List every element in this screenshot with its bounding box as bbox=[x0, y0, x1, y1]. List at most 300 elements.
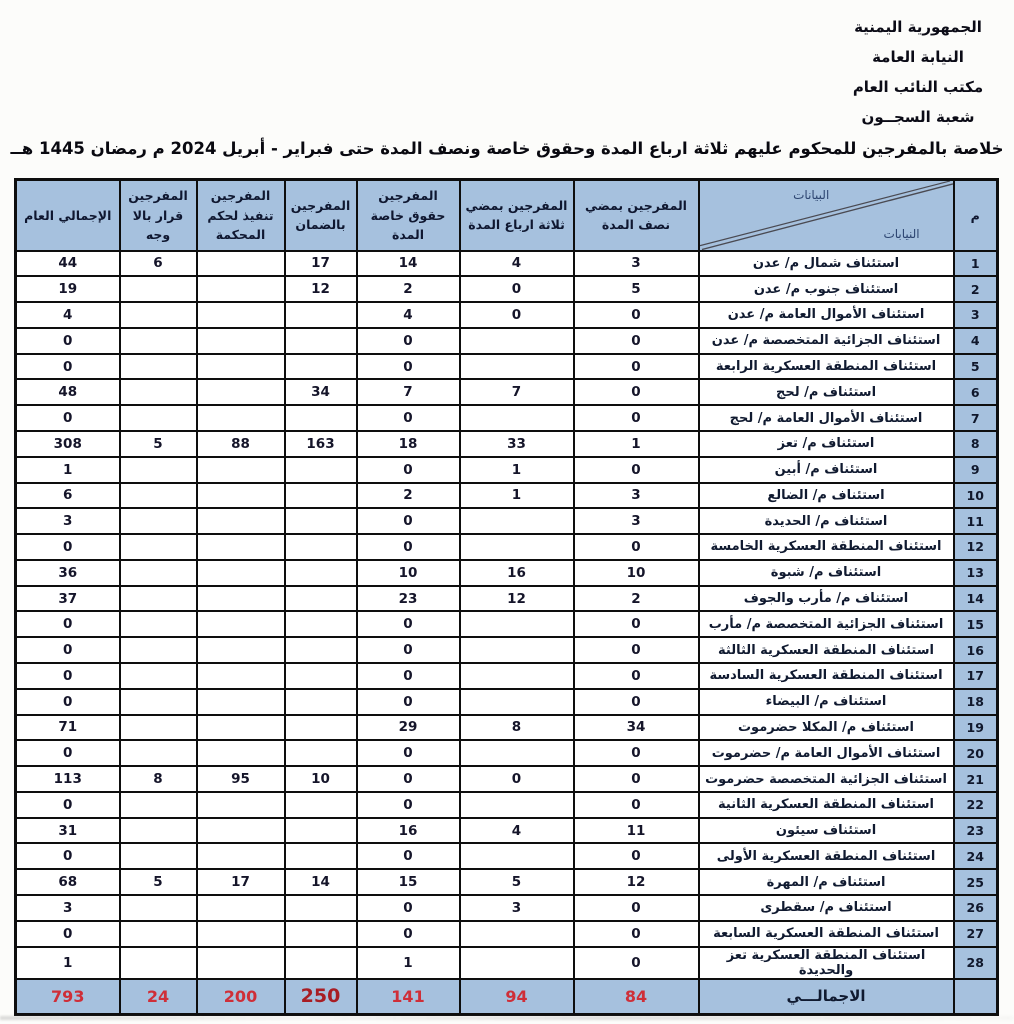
cell-bail bbox=[285, 483, 357, 509]
cell-prosecution-name: استئناف المنطقة العسكرية السابعة bbox=[699, 921, 954, 947]
letterhead-authority: النيابة العامة bbox=[872, 48, 964, 66]
cell-serial: 2 bbox=[954, 276, 998, 302]
totals-three-quarters: 94 bbox=[460, 979, 574, 1015]
cell-no-grounds bbox=[120, 895, 197, 921]
cell-half-term: 3 bbox=[574, 508, 699, 534]
table-row bbox=[16, 869, 998, 895]
cell-court-ruling bbox=[197, 354, 285, 380]
cell-bail bbox=[285, 586, 357, 612]
cell-court-ruling bbox=[197, 792, 285, 818]
cell-grand-total: 6 bbox=[16, 483, 120, 509]
table-row bbox=[16, 457, 998, 483]
cell-half-term: 0 bbox=[574, 740, 699, 766]
cell-grand-total: 1 bbox=[16, 947, 120, 979]
cell-court-ruling bbox=[197, 637, 285, 663]
cell-bail bbox=[285, 740, 357, 766]
cell-special-rights: 0 bbox=[357, 766, 460, 792]
cell-half-term: 11 bbox=[574, 818, 699, 844]
cell-grand-total: 0 bbox=[16, 354, 120, 380]
col-header-grand-total: الإجمالي العام bbox=[16, 180, 120, 251]
table-row bbox=[16, 276, 998, 302]
cell-half-term: 0 bbox=[574, 379, 699, 405]
cell-court-ruling: 88 bbox=[197, 431, 285, 457]
cell-grand-total: 71 bbox=[16, 715, 120, 741]
cell-bail bbox=[285, 302, 357, 328]
cell-half-term: 0 bbox=[574, 457, 699, 483]
cell-special-rights: 16 bbox=[357, 818, 460, 844]
table-row bbox=[16, 483, 998, 509]
cell-court-ruling bbox=[197, 895, 285, 921]
cell-three-quarters bbox=[460, 534, 574, 560]
col-header-three-quarters: المفرجين بمضي ثلاثة ارباع المدة bbox=[460, 180, 574, 251]
cell-bail bbox=[285, 405, 357, 431]
col-header-prosecutions-corner bbox=[699, 180, 954, 251]
cell-bail: 34 bbox=[285, 379, 357, 405]
totals-special-rights: 141 bbox=[357, 979, 460, 1015]
cell-bail bbox=[285, 611, 357, 637]
cell-serial: 3 bbox=[954, 302, 998, 328]
cell-no-grounds bbox=[120, 276, 197, 302]
cell-no-grounds bbox=[120, 947, 197, 979]
letterhead bbox=[838, 12, 998, 132]
cell-three-quarters: 3 bbox=[460, 895, 574, 921]
cell-half-term: 0 bbox=[574, 405, 699, 431]
cell-prosecution-name: استئناف الجزائية المتخصصة حضرموت bbox=[699, 766, 954, 792]
cell-half-term: 3 bbox=[574, 483, 699, 509]
cell-half-term: 0 bbox=[574, 611, 699, 637]
cell-half-term: 34 bbox=[574, 715, 699, 741]
cell-three-quarters: 7 bbox=[460, 379, 574, 405]
cell-bail: 14 bbox=[285, 869, 357, 895]
cell-bail bbox=[285, 921, 357, 947]
col-header-special-rights: المفرجين حقوق خاصة المدة bbox=[357, 180, 460, 251]
cell-grand-total: 0 bbox=[16, 740, 120, 766]
cell-grand-total: 4 bbox=[16, 302, 120, 328]
cell-court-ruling bbox=[197, 611, 285, 637]
cell-special-rights: 0 bbox=[357, 508, 460, 534]
cell-grand-total: 308 bbox=[16, 431, 120, 457]
table-row bbox=[16, 766, 998, 792]
cell-court-ruling bbox=[197, 715, 285, 741]
cell-special-rights: 18 bbox=[357, 431, 460, 457]
cell-prosecution-name: استئناف م/ مأرب والجوف bbox=[699, 586, 954, 612]
cell-court-ruling bbox=[197, 921, 285, 947]
totals-grand-total: 793 bbox=[16, 979, 120, 1015]
cell-court-ruling bbox=[197, 843, 285, 869]
cell-bail bbox=[285, 637, 357, 663]
cell-three-quarters bbox=[460, 611, 574, 637]
cell-no-grounds: 6 bbox=[120, 251, 197, 277]
cell-prosecution-name: استئناف المنطقة العسكرية الخامسة bbox=[699, 534, 954, 560]
cell-serial: 26 bbox=[954, 895, 998, 921]
cell-serial: 4 bbox=[954, 328, 998, 354]
cell-bail bbox=[285, 663, 357, 689]
cell-three-quarters bbox=[460, 637, 574, 663]
totals-no-grounds: 24 bbox=[120, 979, 197, 1015]
cell-court-ruling bbox=[197, 457, 285, 483]
cell-serial: 19 bbox=[954, 715, 998, 741]
cell-prosecution-name: استئناف الأموال العامة م/ لحج bbox=[699, 405, 954, 431]
cell-half-term: 0 bbox=[574, 354, 699, 380]
table-row bbox=[16, 379, 998, 405]
cell-grand-total: 0 bbox=[16, 792, 120, 818]
cell-no-grounds bbox=[120, 792, 197, 818]
cell-three-quarters: 8 bbox=[460, 715, 574, 741]
table-row bbox=[16, 843, 998, 869]
cell-half-term: 0 bbox=[574, 534, 699, 560]
cell-bail bbox=[285, 895, 357, 921]
cell-three-quarters: 0 bbox=[460, 302, 574, 328]
cell-half-term: 0 bbox=[574, 302, 699, 328]
cell-half-term: 0 bbox=[574, 921, 699, 947]
cell-bail bbox=[285, 689, 357, 715]
cell-special-rights: 0 bbox=[357, 921, 460, 947]
cell-court-ruling bbox=[197, 818, 285, 844]
cell-special-rights: 23 bbox=[357, 586, 460, 612]
cell-three-quarters bbox=[460, 689, 574, 715]
cell-prosecution-name: استئناف المنطقة العسكرية الرابعة bbox=[699, 354, 954, 380]
cell-three-quarters bbox=[460, 740, 574, 766]
cell-special-rights: 0 bbox=[357, 457, 460, 483]
cell-serial: 15 bbox=[954, 611, 998, 637]
cell-half-term: 0 bbox=[574, 328, 699, 354]
cell-court-ruling bbox=[197, 276, 285, 302]
cell-prosecution-name: استئناف المنطقة العسكرية السادسة bbox=[699, 663, 954, 689]
cell-three-quarters: 4 bbox=[460, 251, 574, 277]
totals-court-ruling: 200 bbox=[197, 979, 285, 1015]
table-row bbox=[16, 740, 998, 766]
cell-bail bbox=[285, 715, 357, 741]
cell-no-grounds bbox=[120, 663, 197, 689]
cell-serial: 27 bbox=[954, 921, 998, 947]
cell-special-rights: 2 bbox=[357, 483, 460, 509]
cell-prosecution-name: استئناف م/ أبين bbox=[699, 457, 954, 483]
cell-no-grounds bbox=[120, 302, 197, 328]
cell-no-grounds bbox=[120, 534, 197, 560]
cell-half-term: 2 bbox=[574, 586, 699, 612]
cell-bail bbox=[285, 354, 357, 380]
table-row bbox=[16, 354, 998, 380]
scan-artifact bbox=[0, 1016, 1014, 1020]
cell-grand-total: 1 bbox=[16, 457, 120, 483]
cell-half-term: 0 bbox=[574, 766, 699, 792]
cell-three-quarters: 16 bbox=[460, 560, 574, 586]
cell-court-ruling: 17 bbox=[197, 869, 285, 895]
cell-serial: 18 bbox=[954, 689, 998, 715]
col-header-serial: م bbox=[954, 180, 998, 251]
col-header-bail: المفرجين بالضمان bbox=[285, 180, 357, 251]
release-summary-table bbox=[14, 178, 999, 1016]
cell-prosecution-name: استئناف م/ الضالع bbox=[699, 483, 954, 509]
cell-three-quarters bbox=[460, 405, 574, 431]
totals-row bbox=[16, 979, 998, 1015]
cell-special-rights: 0 bbox=[357, 689, 460, 715]
cell-no-grounds bbox=[120, 689, 197, 715]
cell-serial: 25 bbox=[954, 869, 998, 895]
cell-court-ruling bbox=[197, 405, 285, 431]
cell-three-quarters bbox=[460, 792, 574, 818]
cell-special-rights: 15 bbox=[357, 869, 460, 895]
cell-no-grounds bbox=[120, 586, 197, 612]
cell-three-quarters bbox=[460, 921, 574, 947]
cell-special-rights: 0 bbox=[357, 611, 460, 637]
cell-grand-total: 19 bbox=[16, 276, 120, 302]
table-row bbox=[16, 921, 998, 947]
cell-special-rights: 0 bbox=[357, 843, 460, 869]
cell-half-term: 0 bbox=[574, 663, 699, 689]
cell-serial: 28 bbox=[954, 947, 998, 979]
cell-three-quarters: 33 bbox=[460, 431, 574, 457]
cell-prosecution-name: استئناف المنطقة العسكرية الأولى bbox=[699, 843, 954, 869]
cell-serial: 24 bbox=[954, 843, 998, 869]
cell-special-rights: 14 bbox=[357, 251, 460, 277]
cell-serial: 7 bbox=[954, 405, 998, 431]
cell-special-rights: 2 bbox=[357, 276, 460, 302]
cell-bail bbox=[285, 457, 357, 483]
cell-prosecution-name: استئناف م/ سقطرى bbox=[699, 895, 954, 921]
cell-prosecution-name: استئناف المنطقة العسكرية الثانية bbox=[699, 792, 954, 818]
cell-court-ruling bbox=[197, 251, 285, 277]
cell-special-rights: 10 bbox=[357, 560, 460, 586]
cell-serial: 20 bbox=[954, 740, 998, 766]
cell-grand-total: 0 bbox=[16, 843, 120, 869]
letterhead-country: الجمهورية اليمنية bbox=[854, 18, 982, 36]
cell-no-grounds bbox=[120, 921, 197, 947]
cell-three-quarters bbox=[460, 947, 574, 979]
table-row bbox=[16, 251, 998, 277]
cell-special-rights: 0 bbox=[357, 792, 460, 818]
cell-grand-total: 0 bbox=[16, 611, 120, 637]
cell-bail bbox=[285, 818, 357, 844]
cell-court-ruling bbox=[197, 483, 285, 509]
cell-special-rights: 0 bbox=[357, 740, 460, 766]
cell-no-grounds bbox=[120, 508, 197, 534]
cell-three-quarters: 4 bbox=[460, 818, 574, 844]
table-row bbox=[16, 328, 998, 354]
cell-special-rights: 0 bbox=[357, 354, 460, 380]
cell-no-grounds bbox=[120, 818, 197, 844]
cell-serial: 13 bbox=[954, 560, 998, 586]
cell-grand-total: 68 bbox=[16, 869, 120, 895]
cell-bail bbox=[285, 508, 357, 534]
cell-grand-total: 37 bbox=[16, 586, 120, 612]
col-header-court-ruling: المفرجين تنفيذ لحكم المحكمة bbox=[197, 180, 285, 251]
cell-bail bbox=[285, 328, 357, 354]
cell-grand-total: 0 bbox=[16, 921, 120, 947]
cell-prosecution-name: استئناف المنطقة العسكرية تعز والحديدة bbox=[699, 947, 954, 979]
cell-no-grounds: 5 bbox=[120, 869, 197, 895]
cell-three-quarters: 1 bbox=[460, 483, 574, 509]
cell-special-rights: 4 bbox=[357, 302, 460, 328]
cell-bail bbox=[285, 534, 357, 560]
cell-special-rights: 0 bbox=[357, 637, 460, 663]
cell-no-grounds bbox=[120, 740, 197, 766]
table-row bbox=[16, 508, 998, 534]
cell-court-ruling bbox=[197, 302, 285, 328]
table-row bbox=[16, 560, 998, 586]
cell-serial: 12 bbox=[954, 534, 998, 560]
cell-bail: 17 bbox=[285, 251, 357, 277]
cell-court-ruling: 95 bbox=[197, 766, 285, 792]
cell-serial: 1 bbox=[954, 251, 998, 277]
cell-court-ruling bbox=[197, 328, 285, 354]
cell-half-term: 0 bbox=[574, 895, 699, 921]
cell-special-rights: 1 bbox=[357, 947, 460, 979]
cell-serial: 14 bbox=[954, 586, 998, 612]
cell-prosecution-name: استئناف م/ شبوة bbox=[699, 560, 954, 586]
cell-no-grounds bbox=[120, 354, 197, 380]
cell-three-quarters: 5 bbox=[460, 869, 574, 895]
table-row bbox=[16, 302, 998, 328]
cell-serial: 22 bbox=[954, 792, 998, 818]
cell-grand-total: 36 bbox=[16, 560, 120, 586]
cell-no-grounds bbox=[120, 560, 197, 586]
totals-half-term: 84 bbox=[574, 979, 699, 1015]
cell-no-grounds bbox=[120, 405, 197, 431]
cell-court-ruling bbox=[197, 663, 285, 689]
cell-half-term: 3 bbox=[574, 251, 699, 277]
cell-court-ruling bbox=[197, 560, 285, 586]
cell-bail bbox=[285, 947, 357, 979]
cell-three-quarters bbox=[460, 663, 574, 689]
cell-grand-total: 0 bbox=[16, 663, 120, 689]
table-footer bbox=[16, 979, 998, 1015]
cell-bail: 163 bbox=[285, 431, 357, 457]
cell-bail bbox=[285, 560, 357, 586]
cell-grand-total: 3 bbox=[16, 895, 120, 921]
cell-court-ruling bbox=[197, 689, 285, 715]
cell-half-term: 0 bbox=[574, 792, 699, 818]
cell-court-ruling bbox=[197, 586, 285, 612]
cell-prosecution-name: استئناف م/ البيضاء bbox=[699, 689, 954, 715]
cell-court-ruling bbox=[197, 947, 285, 979]
cell-special-rights: 0 bbox=[357, 663, 460, 689]
cell-no-grounds bbox=[120, 328, 197, 354]
cell-serial: 9 bbox=[954, 457, 998, 483]
cell-grand-total: 113 bbox=[16, 766, 120, 792]
cell-grand-total: 0 bbox=[16, 328, 120, 354]
cell-no-grounds bbox=[120, 843, 197, 869]
table-row bbox=[16, 534, 998, 560]
table-row bbox=[16, 637, 998, 663]
col-header-half-term: المفرجين بمضي نصف المدة bbox=[574, 180, 699, 251]
cell-no-grounds bbox=[120, 715, 197, 741]
cell-court-ruling bbox=[197, 534, 285, 560]
cell-grand-total: 0 bbox=[16, 534, 120, 560]
cell-prosecution-name: استئناف م/ لحج bbox=[699, 379, 954, 405]
cell-special-rights: 7 bbox=[357, 379, 460, 405]
cell-grand-total: 31 bbox=[16, 818, 120, 844]
cell-serial: 5 bbox=[954, 354, 998, 380]
cell-no-grounds bbox=[120, 457, 197, 483]
cell-prosecution-name: استئناف م/ تعز bbox=[699, 431, 954, 457]
cell-no-grounds: 5 bbox=[120, 431, 197, 457]
cell-special-rights: 0 bbox=[357, 534, 460, 560]
cell-special-rights: 29 bbox=[357, 715, 460, 741]
cell-half-term: 0 bbox=[574, 843, 699, 869]
cell-serial: 21 bbox=[954, 766, 998, 792]
cell-serial: 10 bbox=[954, 483, 998, 509]
cell-prosecution-name: استئناف جنوب م/ عدن bbox=[699, 276, 954, 302]
cell-no-grounds bbox=[120, 611, 197, 637]
cell-grand-total: 0 bbox=[16, 637, 120, 663]
cell-grand-total: 48 bbox=[16, 379, 120, 405]
corner-label-data: البيانات bbox=[793, 188, 830, 202]
cell-grand-total: 3 bbox=[16, 508, 120, 534]
totals-bail: 250 bbox=[285, 979, 357, 1015]
cell-half-term: 1 bbox=[574, 431, 699, 457]
totals-label: الاجمالـــي bbox=[699, 979, 954, 1015]
cell-three-quarters bbox=[460, 508, 574, 534]
cell-prosecution-name: استئناف الأموال العامة م/ عدن bbox=[699, 302, 954, 328]
letterhead-division: شعبة السجــون bbox=[861, 108, 975, 126]
cell-serial: 16 bbox=[954, 637, 998, 663]
cell-special-rights: 0 bbox=[357, 328, 460, 354]
cell-no-grounds bbox=[120, 483, 197, 509]
cell-bail: 10 bbox=[285, 766, 357, 792]
cell-bail bbox=[285, 843, 357, 869]
cell-three-quarters: 1 bbox=[460, 457, 574, 483]
table-row bbox=[16, 947, 998, 979]
cell-serial: 11 bbox=[954, 508, 998, 534]
cell-prosecution-name: استئناف م/ المهرة bbox=[699, 869, 954, 895]
cell-half-term: 0 bbox=[574, 637, 699, 663]
cell-bail: 12 bbox=[285, 276, 357, 302]
cell-three-quarters bbox=[460, 328, 574, 354]
cell-three-quarters: 12 bbox=[460, 586, 574, 612]
cell-court-ruling bbox=[197, 508, 285, 534]
cell-prosecution-name: استئناف الجزائية المتخصصة م/ مأرب bbox=[699, 611, 954, 637]
cell-court-ruling bbox=[197, 740, 285, 766]
table-row bbox=[16, 405, 998, 431]
cell-special-rights: 0 bbox=[357, 405, 460, 431]
table-header bbox=[16, 180, 998, 251]
table-row bbox=[16, 895, 998, 921]
table-row bbox=[16, 818, 998, 844]
table-row bbox=[16, 663, 998, 689]
cell-grand-total: 0 bbox=[16, 689, 120, 715]
cell-court-ruling bbox=[197, 379, 285, 405]
cell-three-quarters: 0 bbox=[460, 276, 574, 302]
cell-prosecution-name: استئناف م/ الحديدة bbox=[699, 508, 954, 534]
table-row bbox=[16, 715, 998, 741]
cell-no-grounds: 8 bbox=[120, 766, 197, 792]
col-header-no-grounds: المفرجين قرار بالا وجه bbox=[120, 180, 197, 251]
table-row bbox=[16, 431, 998, 457]
cell-no-grounds bbox=[120, 637, 197, 663]
cell-prosecution-name: استئناف المنطقة العسكرية الثالثة bbox=[699, 637, 954, 663]
table-row bbox=[16, 611, 998, 637]
cell-prosecution-name: استئناف الجزائية المتخصصة م/ عدن bbox=[699, 328, 954, 354]
cell-serial: 23 bbox=[954, 818, 998, 844]
cell-special-rights: 0 bbox=[357, 895, 460, 921]
cell-half-term: 0 bbox=[574, 689, 699, 715]
cell-serial: 17 bbox=[954, 663, 998, 689]
cell-prosecution-name: استئناف سيئون bbox=[699, 818, 954, 844]
table-row bbox=[16, 792, 998, 818]
cell-no-grounds bbox=[120, 379, 197, 405]
totals-serial-empty-cell bbox=[954, 979, 998, 1015]
cell-grand-total: 44 bbox=[16, 251, 120, 277]
cell-three-quarters: 0 bbox=[460, 766, 574, 792]
letterhead-office: مكتب النائب العام bbox=[852, 78, 984, 96]
cell-half-term: 12 bbox=[574, 869, 699, 895]
table-row bbox=[16, 689, 998, 715]
corner-label-prosecutions: النيابات bbox=[883, 226, 920, 241]
header-row bbox=[16, 180, 998, 251]
cell-prosecution-name: استئناف شمال م/ عدن bbox=[699, 251, 954, 277]
cell-prosecution-name: استئناف الأموال العامة م/ حضرموت bbox=[699, 740, 954, 766]
